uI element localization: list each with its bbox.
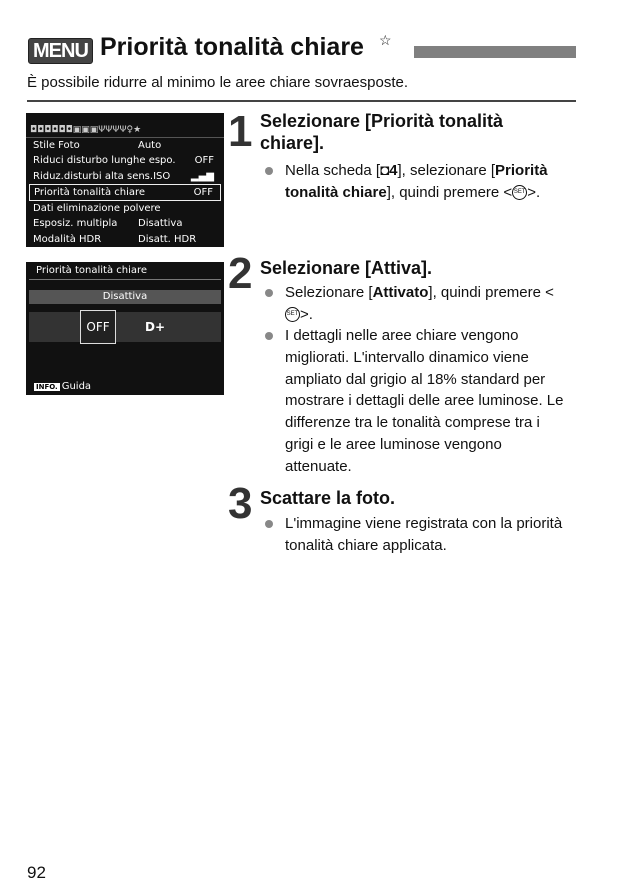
option-off: OFF: [80, 310, 116, 344]
step-number: 1: [228, 107, 253, 156]
row-value: Disatt. HDR: [138, 233, 197, 245]
menu-tabs: ◘◘◘◘◘◘▣▣▣ΨΨΨΨ♀★: [26, 113, 224, 138]
row-value: OFF: [194, 155, 214, 167]
step-heading: Selezionare [Priorità tonalità chiare].: [260, 111, 504, 153]
title-bar-decoration: [414, 46, 576, 58]
camera-setting-screen: [26, 262, 224, 395]
set-button-icon: SET: [285, 307, 300, 322]
step-bullet: Selezionare [Attivato], quindi premere <SET >.: [265, 282, 565, 326]
step-bullet: I dettagli nelle aree chiare vengono migliorati. L'intervallo dinamico viene ampliato dal grigio al 18% standard per mostrare i dettagli delle aree luminose. Le differenze tra le tonalità comprese tra i grigi e le aree luminose vengono attenuate.: [265, 325, 565, 478]
row-label: Riduz.disturbi alta sens.ISO: [33, 170, 171, 182]
camera-menu-screen: [26, 113, 224, 247]
bullet-icon: [265, 167, 273, 175]
menu-row: [26, 138, 224, 153]
menu-row: [26, 201, 224, 216]
page-number: 92: [27, 863, 46, 882]
row-label: Riduci disturbo lunghe espo.: [33, 155, 176, 167]
camera-icon: ◘: [380, 162, 390, 179]
info-guide: [34, 381, 91, 392]
row-value: OFF: [193, 186, 213, 198]
current-value: Disattiva: [29, 290, 221, 304]
set-button-icon: SET: [512, 185, 527, 200]
menu-row: [26, 216, 224, 231]
page-title: Priorità tonalità chiare: [100, 33, 364, 61]
star-icon: ☆: [379, 32, 392, 48]
step-number: 3: [228, 479, 253, 528]
intro-text: È possibile ridurre al minimo le aree chiare sovraesposte.: [27, 74, 409, 91]
step-number: 2: [228, 249, 253, 298]
row-label: Modalità HDR: [33, 233, 102, 245]
menu-badge: MENU: [28, 38, 93, 64]
menu-row: [26, 232, 224, 247]
row-label: Esposiz. multipla: [33, 218, 118, 230]
options-row: [29, 312, 221, 342]
row-value: Disattiva: [138, 218, 183, 230]
info-badge: INFO.: [36, 383, 58, 391]
menu-row: [26, 153, 224, 168]
step-bullet: L'immagine viene registrata con la priorità tonalità chiare applicata.: [265, 513, 565, 557]
menu-row-selected: [29, 184, 221, 201]
bullet-icon: [265, 289, 273, 297]
step-heading: Selezionare [Attiva].: [260, 258, 433, 278]
bullet-icon: [265, 332, 273, 340]
divider: [27, 100, 576, 102]
screen-title: Priorità tonalità chiare: [29, 262, 221, 280]
option-d-plus: D+: [145, 320, 166, 334]
info-label: Guida: [61, 381, 92, 392]
row-label: Stile Foto: [33, 140, 80, 151]
row-value: ▂▄▆: [190, 170, 214, 182]
step-heading: Scattare la foto.: [260, 488, 396, 508]
row-label: Dati eliminazione polvere: [33, 203, 161, 215]
row-value: Auto: [138, 140, 162, 151]
row-label: Priorità tonalità chiare: [34, 186, 146, 198]
bullet-icon: [265, 520, 273, 528]
step-bullet: Nella scheda [◘4], selezionare [Priorità tonalità chiare], quindi premere < SET >.: [265, 160, 565, 204]
menu-row: [26, 169, 224, 184]
